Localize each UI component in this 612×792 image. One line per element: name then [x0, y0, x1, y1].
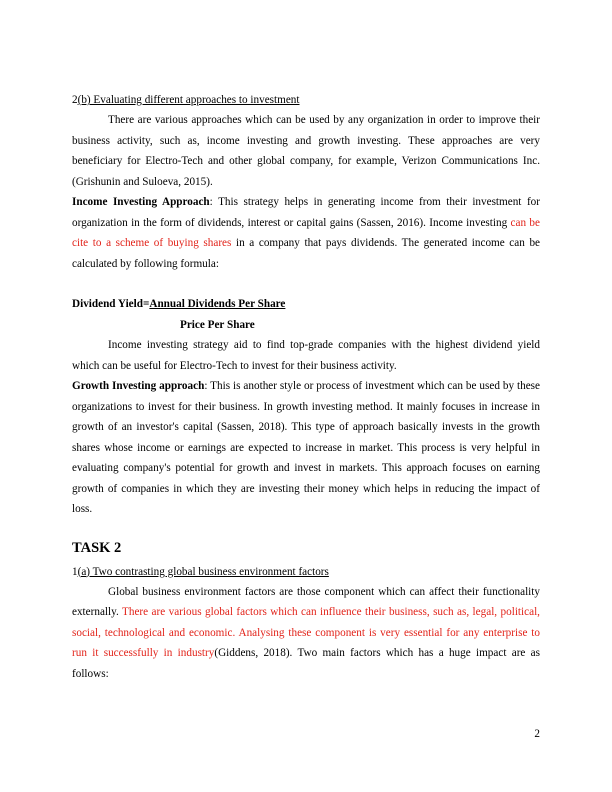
growth-text: : This is another style or process of investment which can be used by these organizations to invest for their business. In growth investing method. It mainly focuses in increase in growth of an investor's capital (Sassen, 2018). This type of approach basically invests in the growth shares whose income or earnings are expected to increase in market. This process is very helpful in evaluating company's potential for growth and invest in markets. This approach focuses on earning growth of companies in which they are investing their money which helps in reducing the impact of loss. — [72, 380, 540, 515]
global-text-1: Global business environment factors are those component which can affect their functionality externally. — [72, 585, 540, 618]
income-text-1: : This strategy helps in generating income from their investment for organization in the form of dividends, interest or capital gains (Sassen, 2016). Income investing — [72, 196, 540, 229]
page-number: 2 — [534, 728, 540, 740]
sub-section-title: (a) Two contrasting global business environment factors — [77, 565, 329, 578]
income-after-paragraph: Income investing strategy aid to find top-grade companies with the highest dividend yield which can be useful for Electro-Tech to invest for their business activity. — [72, 339, 540, 372]
formula-denominator: Price Per Share — [180, 318, 255, 331]
formula-lhs: Dividend Yield= — [72, 298, 150, 310]
growth-label: Growth Investing approach — [72, 380, 205, 392]
section-title: (b) Evaluating different approaches to investment — [77, 94, 300, 106]
task2-heading: TASK 2 — [72, 539, 122, 556]
document-page — [72, 90, 540, 684]
sub-section-number: 1 — [72, 565, 78, 578]
section-heading-1a — [72, 562, 540, 582]
section-number: 2 — [72, 94, 78, 106]
income-label: Income Investing Approach — [72, 196, 210, 208]
section-heading-2b — [72, 90, 540, 110]
income-text-2: in a company that pays dividends. The generated income can be calculated by following formula: — [72, 237, 540, 270]
formula-line — [72, 294, 540, 315]
global-red-text: There are various global factors which can influence their business, such as, legal, political, social, technological and economic. Analysing these component is very essential for any enterprise to run it successfully in industry — [72, 606, 540, 659]
global-text-2: (Giddens, 2018). Two main factors which has a huge impact are as follows: — [72, 647, 540, 680]
global-factors-paragraph — [72, 582, 540, 685]
income-paragraph — [72, 192, 540, 274]
intro-paragraph: There are various approaches which can be used by any organization in order to improve their business activity, such as, income investing and growth investing. These approaches are very beneficiary for Electro-Tech and other global company, for example, Verizon Communications Inc. (Grishunin and Suloeva, 2015). — [72, 114, 540, 188]
growth-paragraph — [72, 376, 540, 520]
income-red-text: can be cite to a scheme of buying shares — [72, 216, 540, 249]
formula-numerator: Annual Dividends Per Share — [149, 298, 286, 310]
